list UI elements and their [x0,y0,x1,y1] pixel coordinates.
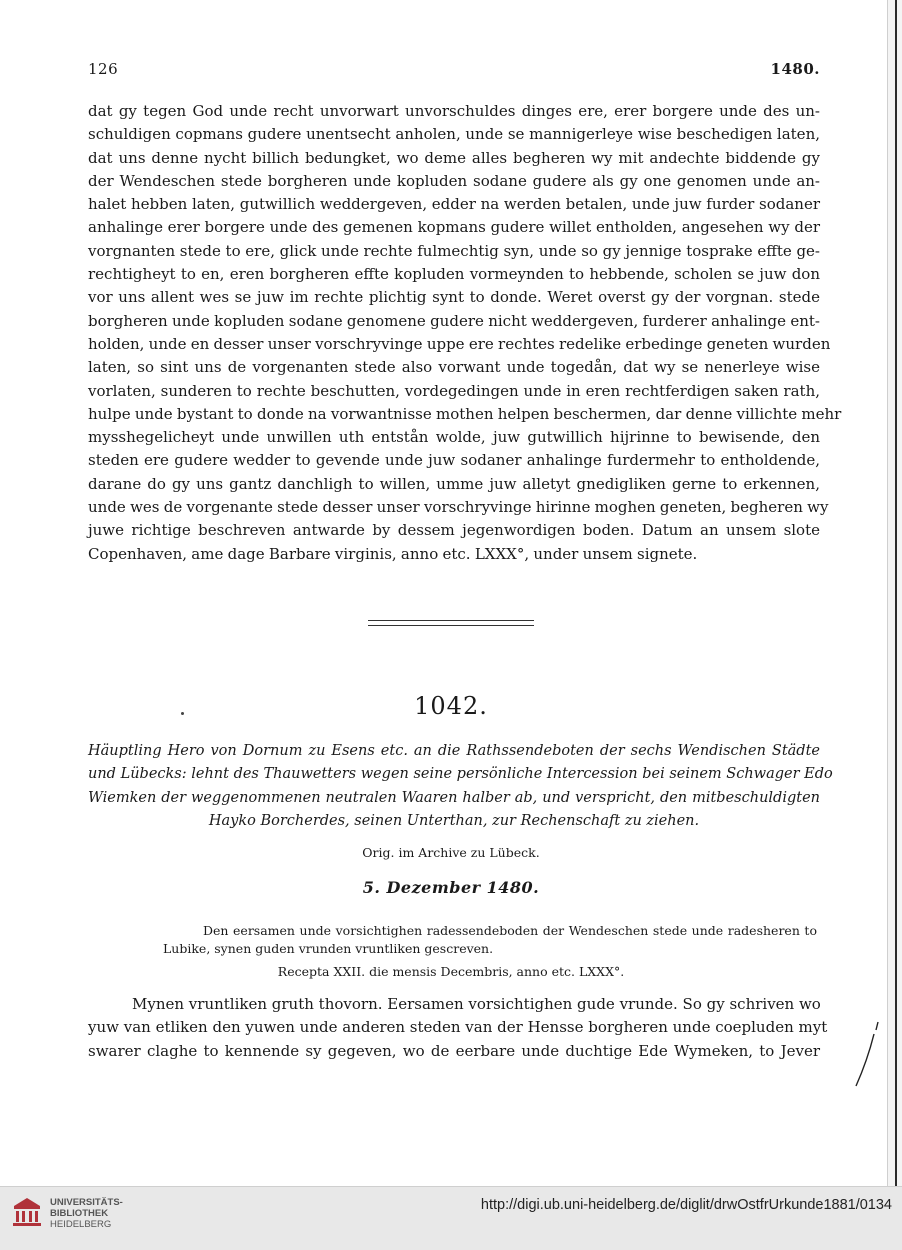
letter-address [163,922,817,958]
address-line: Den eersamen unde vorsichtighen radessendeboden der Wendeschen stede unde radesheren to [203,923,817,938]
body-line: holden, unde en desser unser vorschryvinge uppe ere rechtes redelike erbedinge geneten wurden [88,334,831,353]
page-number: 126 [88,60,119,78]
body-line: schuldigen copmans gudere unentsecht anholen, unde se mannigerleye wise beschedigen laten, [88,125,820,144]
body-line: unde wes de vorgenante stede desser unser vorschryvinge hirinne moghen geneten, begheren wy [88,498,829,517]
body-text [88,100,842,566]
body-line: halet hebben laten, gutwillich weddergeven, edder na werden betalen, unde juw furder sodaner [88,195,820,214]
permalink-url[interactable]: http://digi.ub.uni-heidelberg.de/diglit/drwOstfrUrkunde1881/0134 [480,1197,892,1213]
library-name-line: BIBLIOTHEK [50,1208,109,1219]
library-name-line: UNIVERSITÄTS- [50,1197,123,1208]
body-line: steden ere gudere wedder to gevende unde juw sodaner anhalinge furdermehr to entholdende, [88,451,820,470]
summary-line: Wiemken der weggenommenen neutralen Waaren halber ab, und verspricht, den mitbeschuldigten [88,789,820,806]
header-year: 1480. [770,60,820,78]
document-summary [88,740,833,833]
page-edge-shadow [887,0,902,1186]
body-line: vorgnanten stede to ere, glick unde rechte fulmechtig syn, unde so gy jennige tosprake effte ge- [88,241,820,260]
body-line: hulpe unde bystant to donde na vorwantnisse mothen helpen beschermen, dar denne villichte mehr [88,404,842,423]
body-line: borgheren unde kopluden sodane genomene gudere nicht weddergeven, furderer anhalinge ent- [88,311,820,330]
document-date: 5. Dezember 1480. [362,878,540,897]
summary-line: Hayko Borcherdes, seinen Unterthan, zur Rechenschaft zu ziehen. [208,812,700,829]
letter-line: Mynen vruntliken gruth thovorn. Eersamen vorsichtighen gude vrunde. So gy schriven wo [132,995,821,1013]
body-line: darane do gy uns gantz danchligh to willen, umme juw alletyt gnedigliken gerne to erkennen, [88,474,820,493]
body-line: rechtigheyt to en, eren borgheren effte kopluden vormeynden to hebbende, scholen se juw don [88,265,820,284]
library-name [50,1197,123,1230]
library-name-line: HEIDELBERG [50,1219,112,1230]
body-line: vorlaten, sunderen to rechte beschutten, vordegedingen unde in eren rechtferdigen saken rath, [88,381,820,400]
library-logo-icon[interactable] [10,1195,44,1229]
margin-pencil-mark [848,1020,888,1090]
letter-line: yuw van etliken den yuwen unde anderen steden van der Hensse borgheren unde coepluden myt [88,1018,828,1037]
recepta-note: Recepta XXII. die mensis Decembris, anno etc. LXXX°. [277,964,625,979]
page-header [88,60,820,82]
body-line: laten, so sint uns de vorgenanten stede also vorwant unde togedån, dat wy se nenerleye wise [88,358,820,377]
address-line: Lubike, synen guden vrunden vruntliken gescreven. [163,941,494,956]
body-line: juwe richtige beschreven antwarde by dessem jegenwordigen boden. Datum an unsem slote [88,521,820,540]
body-line: dat uns denne nycht billich bedungket, wo deme alles begheren wy mit andechte biddende gy [88,148,820,167]
body-line: Copenhaven, ame dage Barbare virginis, anno etc. LXXX°, under unsem signete. [88,544,698,563]
body-line: der Wendeschen stede borgheren unde kopluden sodane gudere als gy one genomen unde an- [88,171,820,190]
body-line: dat gy tegen God unde recht unvorwart unvorschuldes dinges ere, erer borgere unde des un- [88,102,820,120]
summary-line: Häuptling Hero von Dornum zu Esens etc. an die Rathssendeboten der sechs Wendischen Städte [88,743,820,759]
body-line: anhalinge erer borgere unde des gemenen kopmans gudere willet entholden, angesehen wy der [88,218,820,237]
letter-text [88,993,828,1063]
origin-note: Orig. im Archive zu Lübeck. [362,845,540,860]
letter-line: swarer claghe to kennende sy gegeven, wo de eerbare unde duchtige Ede Wymeken, to Jever [88,1041,820,1060]
summary-line: und Lübecks: lehnt des Thauwetters wegen seine persönliche Intercession bei seinem Schwager Edo [88,766,833,783]
footer-bar [0,1186,902,1250]
section-divider [368,620,534,626]
body-line: vor uns allent wes se juw im rechte plichtig synt to donde. Weret overst gy der vorgnan. stede [88,288,820,307]
body-line: mysshegelicheyt unde unwillen uth entstån wolde, juw gutwillich hijrinne to bewisende, den [88,428,820,447]
document-number: 1042. [414,692,488,720]
